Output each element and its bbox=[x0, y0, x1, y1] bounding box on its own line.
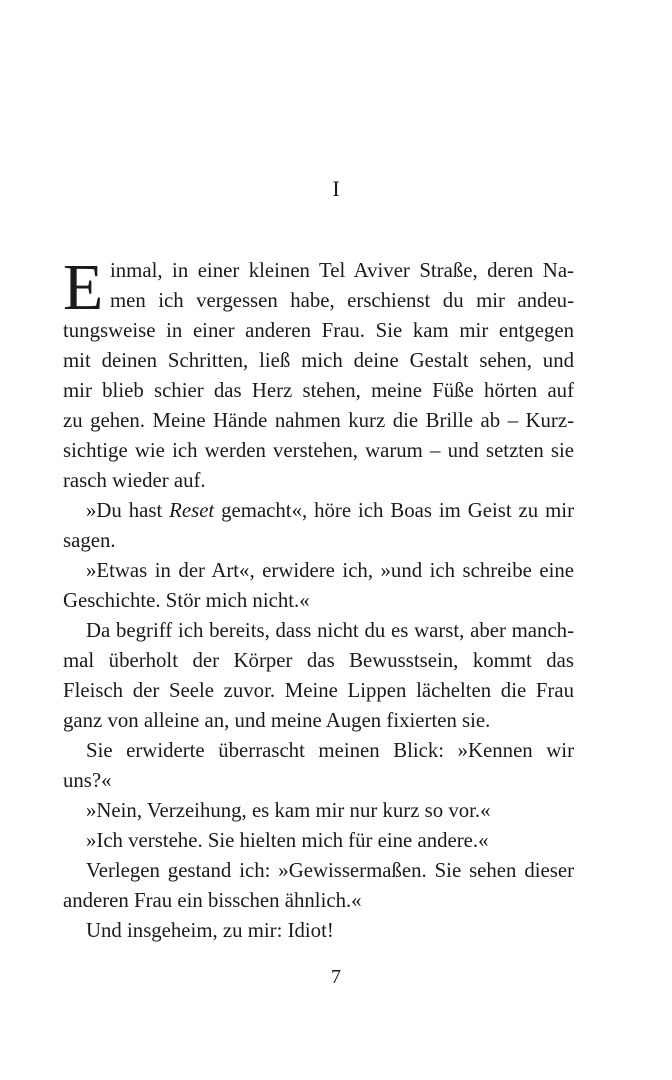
text-line: Da begriff ich bereits, dass nicht du es warst, aber manch- bbox=[86, 619, 574, 642]
text-line: ganz von alleine an, und meine Augen fixierten sie. bbox=[63, 709, 491, 732]
text-line: uns?« bbox=[63, 769, 112, 792]
text-line: inmal, in einer kleinen Tel Aviver Straße, deren Na- bbox=[110, 259, 574, 282]
text-line: Geschichte. Stör mich nicht.« bbox=[63, 589, 310, 612]
text-line: men ich vergessen habe, erschienst du mir andeu- bbox=[110, 289, 574, 312]
text-line: zu gehen. Meine Hände nahmen kurz die Brille ab – Kurz- bbox=[63, 409, 574, 432]
text-line: Fleisch der Seele zuvor. Meine Lippen lächelten die Frau bbox=[63, 679, 574, 702]
body-text bbox=[63, 251, 574, 946]
text-line: »Etwas in der Art«, erwidere ich, »und ich schreibe eine bbox=[86, 559, 574, 582]
page-number: 7 bbox=[331, 966, 341, 988]
text-fragment: »Du hast bbox=[86, 499, 170, 522]
text-line: Verlegen gestand ich: »Gewissermaßen. Sie sehen dieser bbox=[86, 859, 574, 882]
text-line: Sie erwiderte überrascht meinen Blick: »Kennen wir bbox=[86, 739, 574, 762]
chapter-number: I bbox=[332, 176, 340, 201]
text-line: anderen Frau ein bisschen ähnlich.« bbox=[63, 889, 362, 912]
text-line: mir blieb schier das Herz stehen, meine Füße hörten auf bbox=[63, 379, 574, 402]
text-line: rasch wieder auf. bbox=[63, 469, 206, 492]
text-line: »Nein, Verzeihung, es kam mir nur kurz so vor.« bbox=[86, 799, 491, 822]
text-line: »Ich verstehe. Sie hielten mich für eine andere.« bbox=[86, 829, 489, 852]
text-line: mal überholt der Körper das Bewusstsein, kommt das bbox=[63, 649, 574, 672]
text-line: tungsweise in einer anderen Frau. Sie kam mir entgegen bbox=[63, 319, 574, 342]
text-line: Und insgeheim, zu mir: Idiot! bbox=[86, 919, 334, 942]
text-fragment: gemacht«, höre ich Boas im Geist zu mir bbox=[214, 499, 574, 522]
italic-term: Reset bbox=[169, 499, 215, 522]
text-line: mit deinen Schritten, ließ mich deine Gestalt sehen, und bbox=[63, 349, 574, 372]
text-line: sagen. bbox=[63, 529, 116, 552]
text-line: sichtige wie ich werden verstehen, warum – und setzten sie bbox=[63, 439, 574, 462]
text-line bbox=[63, 496, 574, 526]
drop-cap-initial: E bbox=[63, 251, 104, 324]
